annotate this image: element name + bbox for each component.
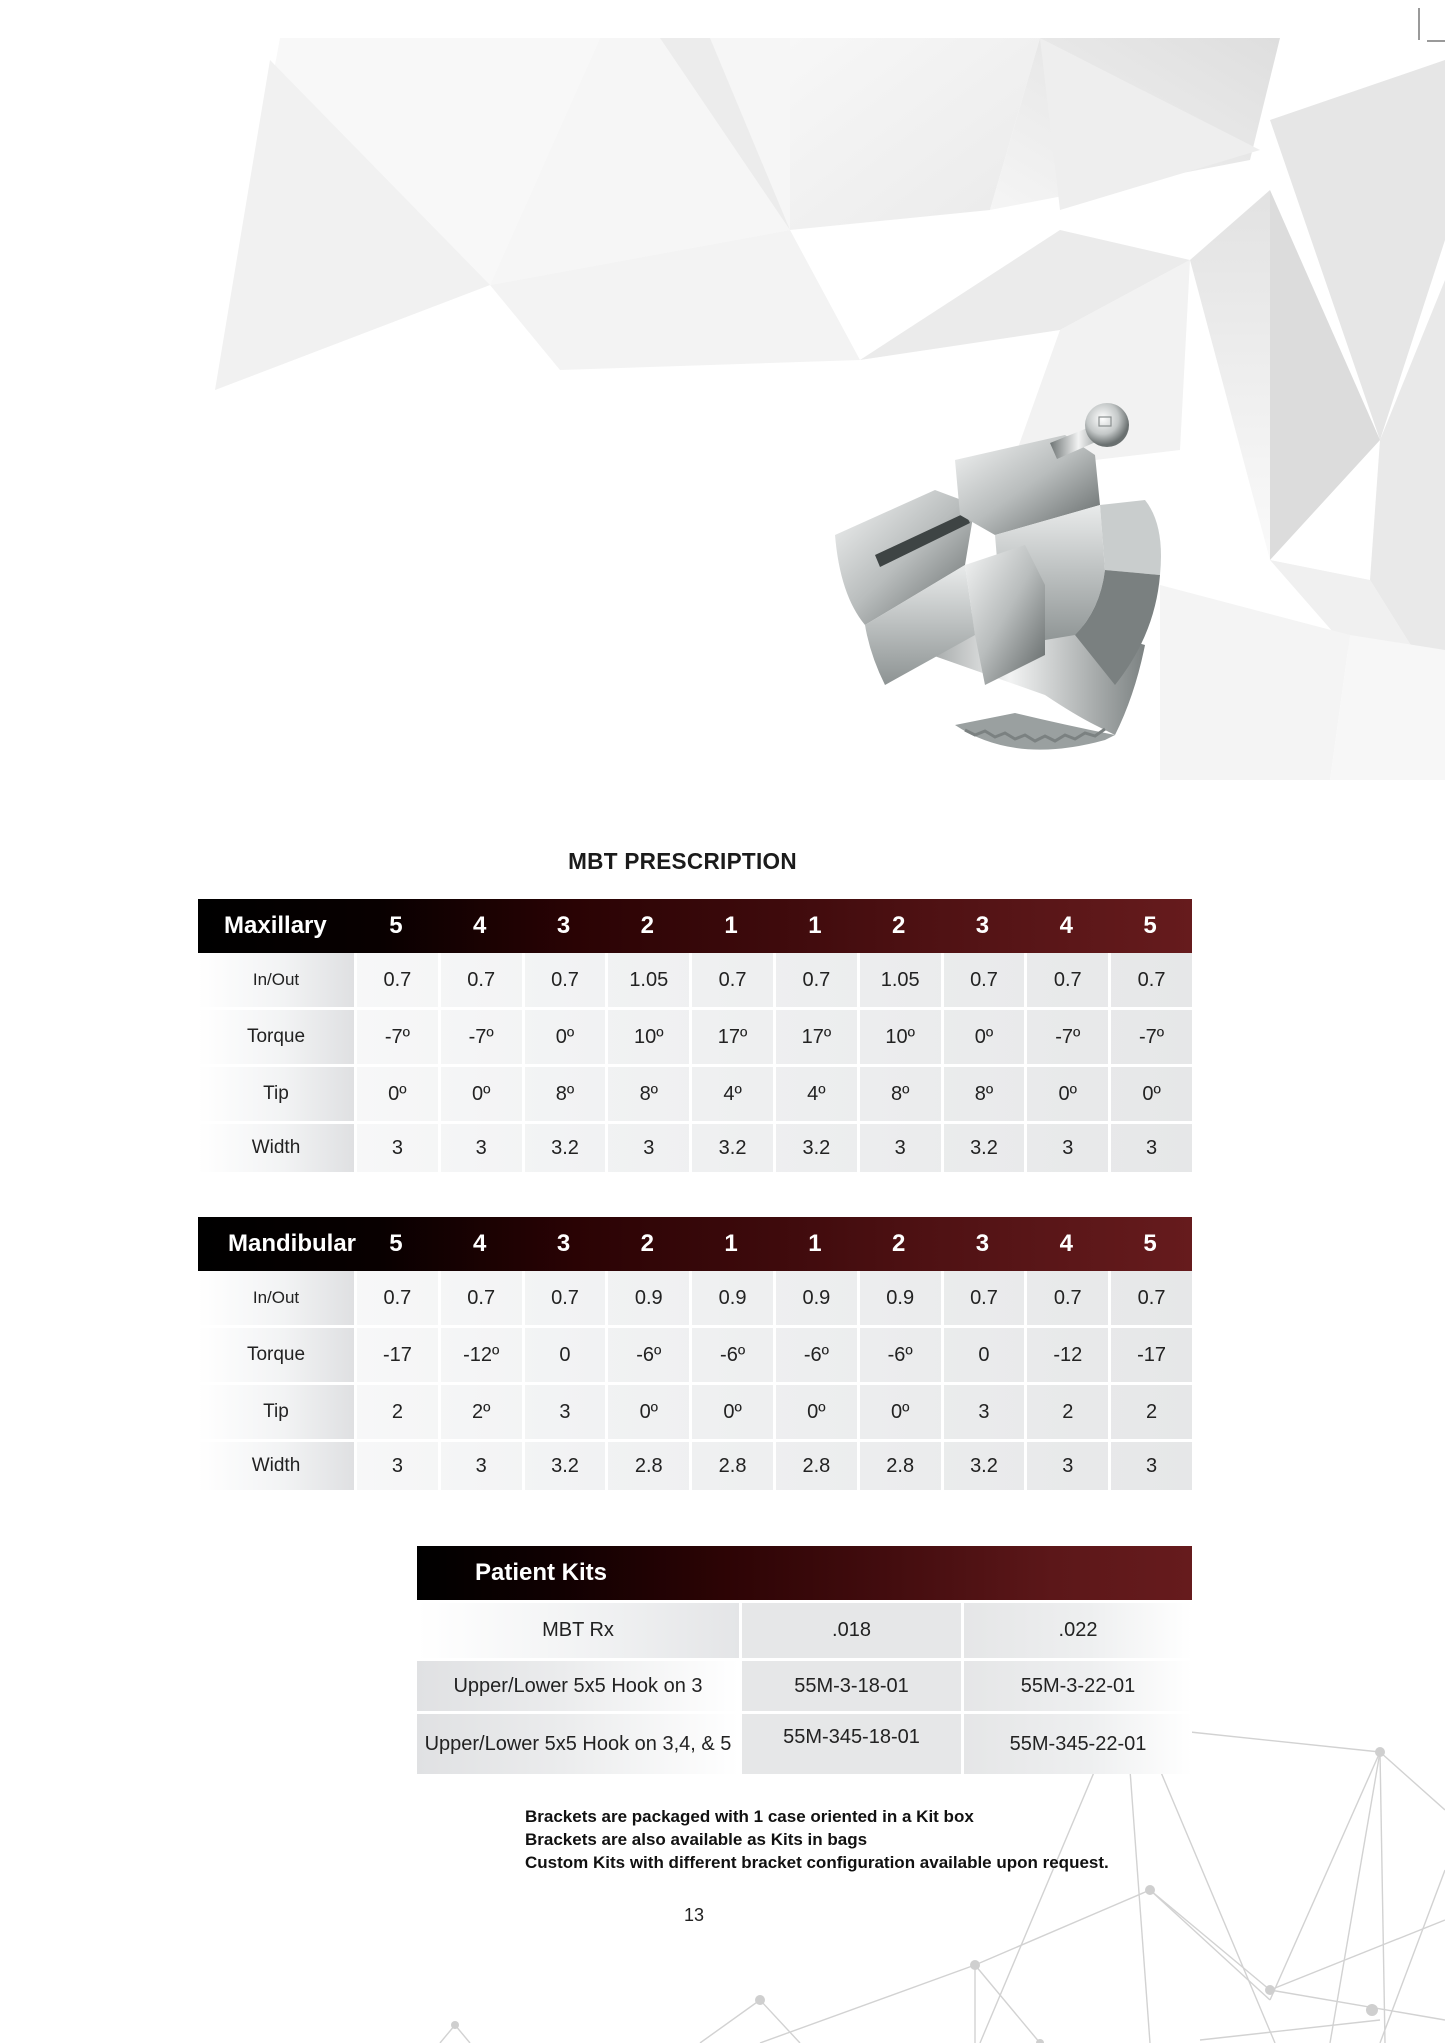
table-cell: 0.7	[522, 1271, 606, 1325]
kit-code-022: 55M-345-22-01	[961, 1714, 1192, 1774]
tooth-number: 1	[808, 1230, 822, 1257]
table-cell: 0.7	[941, 953, 1025, 1007]
table-cell: 0º	[1108, 1067, 1192, 1121]
table-cell: 0.7	[354, 953, 438, 1007]
mandibular-table	[198, 1217, 1192, 1490]
table-row-tip	[198, 1064, 1192, 1121]
tooth-number: 4	[473, 912, 487, 939]
table-cell: 0º	[438, 1067, 522, 1121]
tooth-number: 2	[892, 912, 906, 939]
crop-mark-vertical	[1418, 8, 1420, 40]
table-cell: 0.9	[605, 1271, 689, 1325]
column-header: MBT Rx	[417, 1603, 739, 1658]
table-cell: 0.7	[522, 953, 606, 1007]
table-cell: 0º	[941, 1010, 1025, 1064]
crop-mark-horizontal	[1427, 40, 1445, 42]
mandibular-header-row	[198, 1217, 1192, 1271]
tooth-number: 2	[640, 1230, 654, 1257]
table-cell: 3.2	[522, 1124, 606, 1172]
row-label: Width	[198, 1124, 354, 1172]
kit-notes	[525, 1805, 1109, 1874]
table-cell: -7º	[438, 1010, 522, 1064]
table-cell: 3	[522, 1385, 606, 1439]
table-cell: 8º	[605, 1067, 689, 1121]
tooth-number: 2	[892, 1230, 906, 1257]
maxillary-label: Maxillary	[224, 912, 327, 939]
table-cell: 0º	[522, 1010, 606, 1064]
table-row-tip	[198, 1382, 1192, 1439]
table-row-in-out	[198, 953, 1192, 1007]
table-cell: 2	[1024, 1385, 1108, 1439]
table-cell: 3	[1108, 1124, 1192, 1172]
table-cell: 3	[605, 1124, 689, 1172]
table-row-torque	[198, 1007, 1192, 1064]
table-cell: 0	[941, 1328, 1025, 1382]
table-cell: 10º	[605, 1010, 689, 1064]
table-row-width	[198, 1439, 1192, 1490]
table-cell: -6º	[689, 1328, 773, 1382]
table-cell: 1.05	[857, 953, 941, 1007]
table-cell: 3	[941, 1385, 1025, 1439]
table-cell: 0º	[354, 1067, 438, 1121]
tooth-number: 3	[975, 1230, 990, 1257]
patient-kits-header: Patient Kits	[417, 1546, 1192, 1600]
table-cell: 2.8	[773, 1442, 857, 1490]
tooth-number: 5	[1143, 1230, 1157, 1257]
table-cell: 0.9	[689, 1271, 773, 1325]
table-cell: 2	[354, 1385, 438, 1439]
table-row-width	[198, 1121, 1192, 1172]
row-label: Tip	[198, 1385, 354, 1439]
kit-code-018: 55M-345-18-01	[739, 1714, 961, 1774]
table-cell: -12º	[438, 1328, 522, 1382]
table-cell: 0.7	[689, 953, 773, 1007]
column-header: .018	[739, 1603, 961, 1658]
maxillary-table	[198, 899, 1192, 1172]
table-cell: 4º	[689, 1067, 773, 1121]
table-row-in-out	[198, 1271, 1192, 1325]
table-cell: -17	[1108, 1328, 1192, 1382]
kit-description: Upper/Lower 5x5 Hook on 3	[417, 1661, 739, 1711]
maxillary-body	[198, 953, 1192, 1172]
kit-code-018: 55M-3-18-01	[739, 1661, 961, 1711]
table-cell: 3	[354, 1124, 438, 1172]
table-cell: 0.9	[773, 1271, 857, 1325]
tooth-number: 5	[389, 1230, 403, 1257]
table-cell: 3	[857, 1124, 941, 1172]
table-row	[417, 1658, 1192, 1711]
table-cell: 8º	[857, 1067, 941, 1121]
table-cell: -12	[1024, 1328, 1108, 1382]
row-label: In/Out	[198, 953, 354, 1007]
tooth-number: 3	[975, 912, 990, 939]
mandibular-label: Mandibular	[228, 1230, 357, 1257]
kit-code-022: 55M-3-22-01	[961, 1661, 1192, 1711]
table-cell: -17	[354, 1328, 438, 1382]
kit-description: Upper/Lower 5x5 Hook on 3,4, & 5	[417, 1714, 739, 1774]
table-cell: 2.8	[689, 1442, 773, 1490]
mandibular-body	[198, 1271, 1192, 1490]
table-cell: 3.2	[941, 1442, 1025, 1490]
table-cell: 10º	[857, 1010, 941, 1064]
column-header: .022	[961, 1603, 1192, 1658]
table-cell: 3	[438, 1442, 522, 1490]
table-cell: 0º	[689, 1385, 773, 1439]
row-label: Tip	[198, 1067, 354, 1121]
tooth-number: 4	[1059, 1230, 1073, 1257]
table-cell: -7º	[1024, 1010, 1108, 1064]
tooth-number: 4	[473, 1230, 487, 1257]
table-cell: 2º	[438, 1385, 522, 1439]
table-cell: 0.9	[857, 1271, 941, 1325]
row-label: Torque	[198, 1328, 354, 1382]
table-cell: 3	[354, 1442, 438, 1490]
table-cell: 17º	[773, 1010, 857, 1064]
tooth-number: 5	[1143, 912, 1157, 939]
note-line: Brackets are also available as Kits in bags	[525, 1830, 868, 1849]
table-row-torque	[198, 1325, 1192, 1382]
table-cell: 3	[1024, 1442, 1108, 1490]
table-cell: 3	[1108, 1442, 1192, 1490]
table-cell: 0º	[773, 1385, 857, 1439]
note-line: Custom Kits with different bracket configuration available upon request.	[525, 1853, 1109, 1872]
table-cell: 8º	[941, 1067, 1025, 1121]
table-cell: 0	[522, 1328, 606, 1382]
tooth-number: 1	[724, 1230, 738, 1257]
table-cell: -6º	[857, 1328, 941, 1382]
table-cell: 0.7	[1024, 1271, 1108, 1325]
table-cell: 2	[1108, 1385, 1192, 1439]
table-cell: 17º	[689, 1010, 773, 1064]
table-cell: 0º	[1024, 1067, 1108, 1121]
maxillary-header-row	[198, 899, 1192, 953]
note-line: Brackets are packaged with 1 case oriented in a Kit box	[525, 1807, 974, 1826]
table-cell: 2.8	[857, 1442, 941, 1490]
table-cell: 3.2	[522, 1442, 606, 1490]
tooth-number: 2	[640, 912, 654, 939]
table-cell: 0.7	[438, 1271, 522, 1325]
bracket-product-image	[815, 395, 1215, 765]
page-title: MBT PRESCRIPTION	[568, 848, 797, 874]
row-label: Torque	[198, 1010, 354, 1064]
table-cell: 8º	[522, 1067, 606, 1121]
tooth-number: 1	[808, 912, 822, 939]
table-cell: 2.8	[605, 1442, 689, 1490]
table-cell: 0.7	[941, 1271, 1025, 1325]
table-cell: 0.7	[438, 953, 522, 1007]
page-number: 13	[684, 1905, 705, 1925]
table-cell: 3.2	[941, 1124, 1025, 1172]
row-label: In/Out	[198, 1271, 354, 1325]
patient-kits-table	[417, 1546, 1192, 1774]
kits-column-header-row	[417, 1600, 1192, 1658]
table-cell: 0º	[857, 1385, 941, 1439]
table-cell: 0.7	[354, 1271, 438, 1325]
table-cell: -7º	[354, 1010, 438, 1064]
table-cell: -6º	[773, 1328, 857, 1382]
table-cell: 0.7	[773, 953, 857, 1007]
table-cell: -7º	[1108, 1010, 1192, 1064]
tooth-number: 1	[724, 912, 738, 939]
table-cell: 3	[438, 1124, 522, 1172]
row-label: Width	[198, 1442, 354, 1490]
table-cell: -6º	[605, 1328, 689, 1382]
table-cell: 0º	[605, 1385, 689, 1439]
table-cell: 3.2	[773, 1124, 857, 1172]
table-cell: 4º	[773, 1067, 857, 1121]
table-cell: 0.7	[1108, 953, 1192, 1007]
table-cell: 3.2	[689, 1124, 773, 1172]
tooth-number: 5	[389, 912, 403, 939]
table-cell: 3	[1024, 1124, 1108, 1172]
tooth-number: 3	[556, 1230, 571, 1257]
table-row	[417, 1711, 1192, 1774]
table-cell: 1.05	[605, 953, 689, 1007]
table-cell: 0.7	[1024, 953, 1108, 1007]
tooth-number: 3	[556, 912, 571, 939]
table-cell: 0.7	[1108, 1271, 1192, 1325]
tooth-number: 4	[1059, 912, 1073, 939]
